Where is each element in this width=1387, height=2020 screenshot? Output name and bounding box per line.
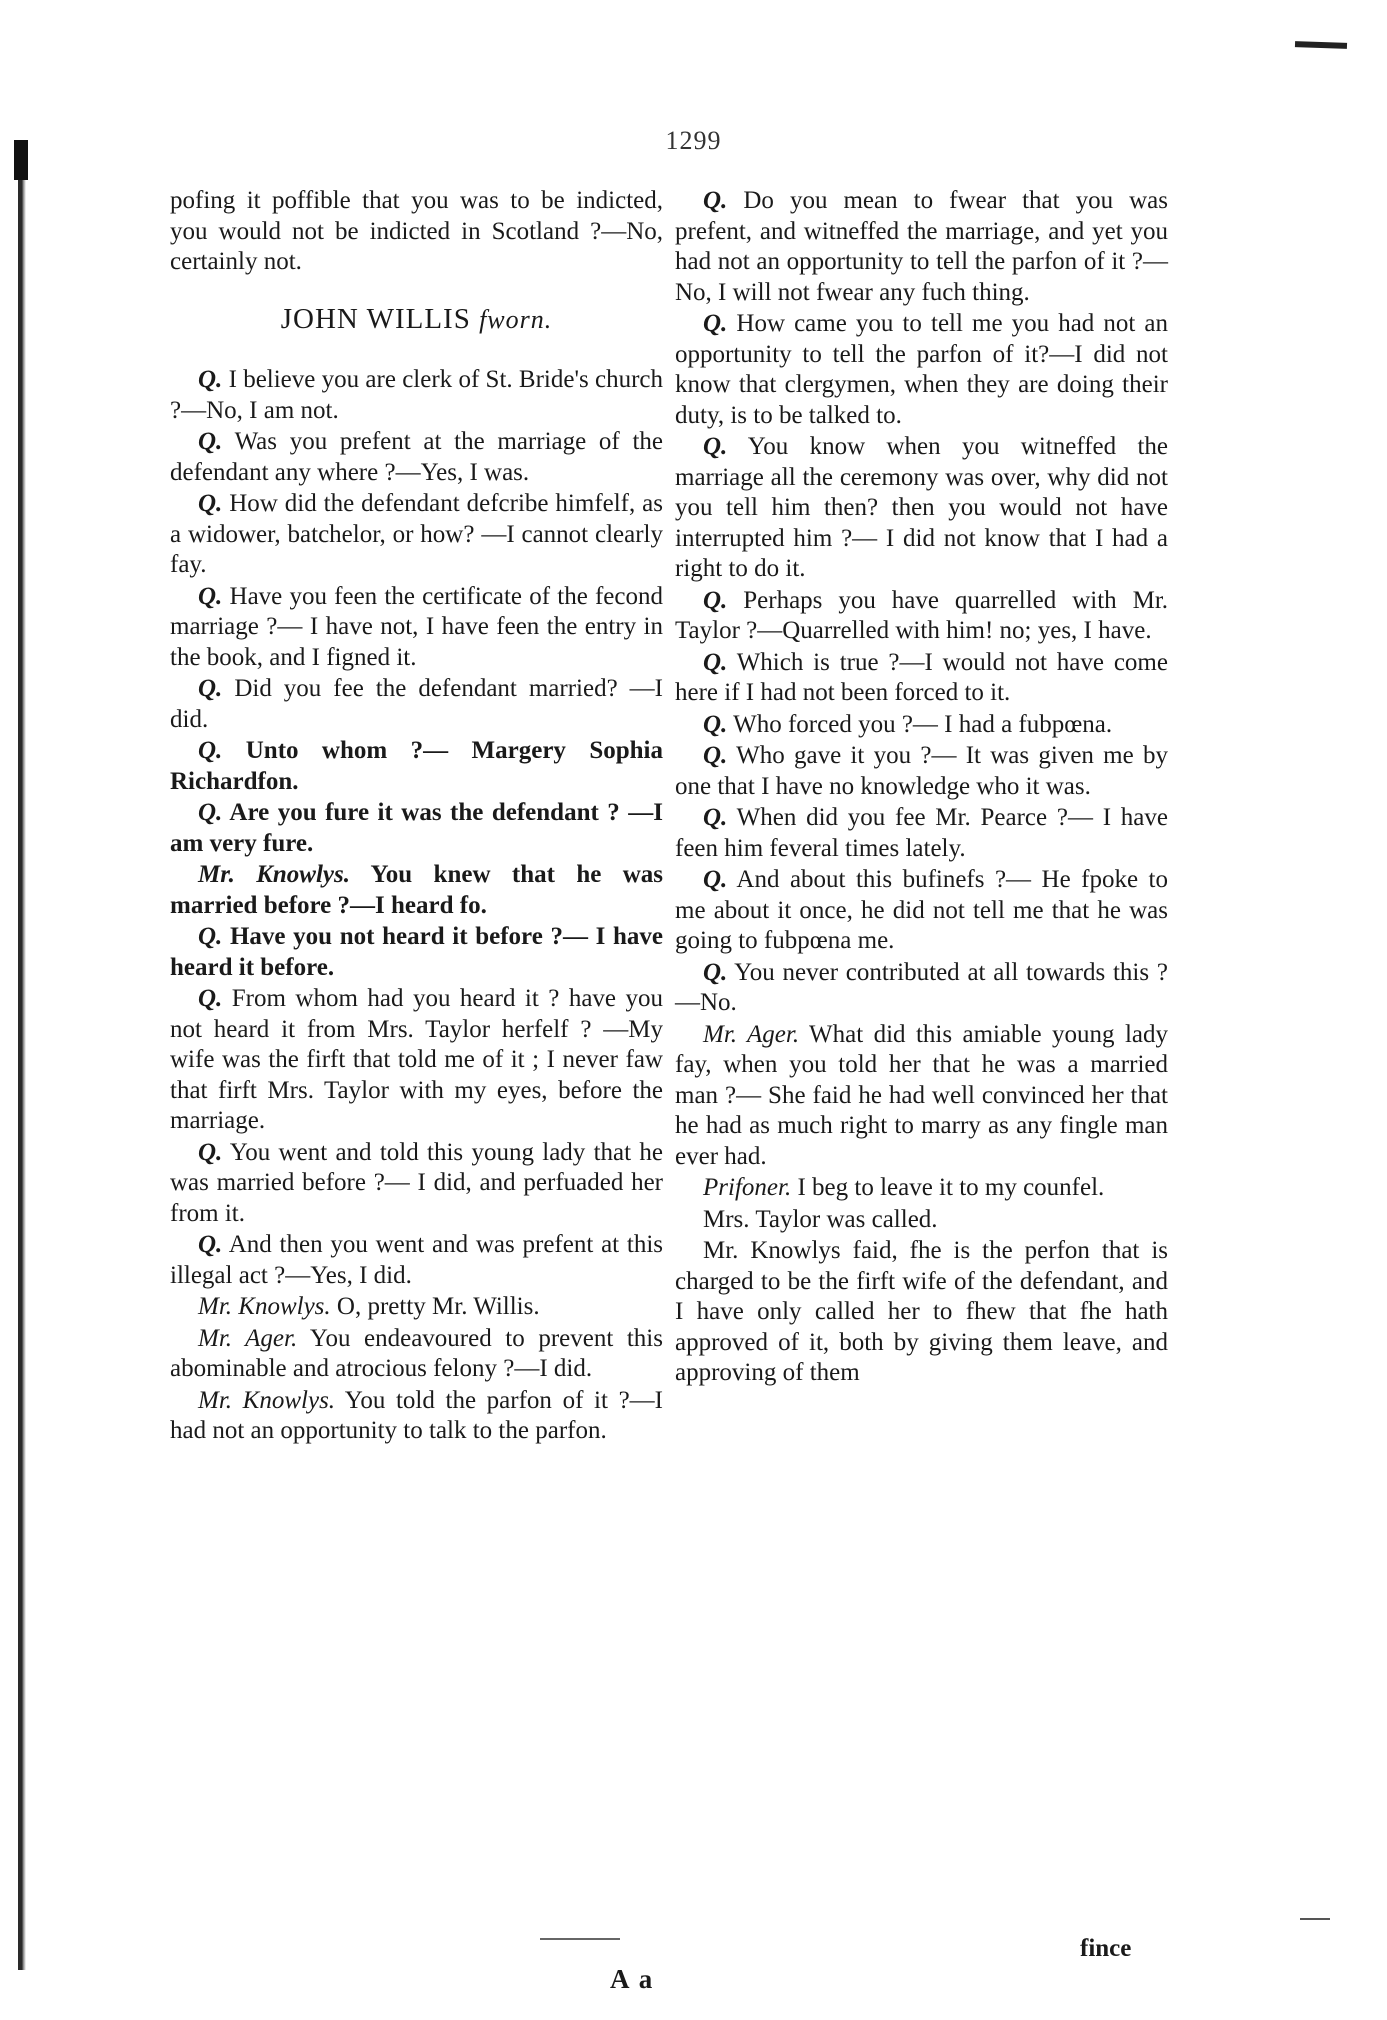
speaker-paragraph xyxy=(170,1292,663,1323)
paragraph-text: Was you prefent at the marriage of the defendant any where ?—Yes, I was. xyxy=(170,428,663,486)
sworn-label: fworn. xyxy=(479,304,553,334)
paragraph-text: Do you mean to fwear that you was prefent, and witneffed the marriage, and yet you had not an opportunity to tell the parfon of it ?— No, I will not fwear any fuch thing. xyxy=(675,187,1169,306)
question-marker: Q. xyxy=(703,187,728,214)
question-marker: Q. xyxy=(703,648,728,676)
question-paragraph xyxy=(675,309,1168,431)
paragraph-text: Have you not heard it before ?— I have heard it before. xyxy=(170,923,664,981)
question-paragraph xyxy=(675,865,1168,957)
paragraph-text: I believe you are clerk of St. Bride's church ?—No, I am not. xyxy=(170,366,663,424)
question-marker: Q. xyxy=(198,490,223,517)
catchword: fince xyxy=(1080,1935,1132,1962)
paragraph-text: Who forced you ?— I had a fubpœna. xyxy=(733,710,1113,738)
question-marker: Q. xyxy=(198,1231,223,1258)
paragraph-text: Did you fee the defendant married? —I did. xyxy=(170,675,664,733)
paragraph-text: Unto whom ?— Margery Sophia Richardfon. xyxy=(170,737,664,795)
paragraph-text: How came you to tell me you had not an opportunity to tell the parfon of it?—I did not know that clergymen, when they are doing their duty, is to be talked to. xyxy=(675,310,1168,429)
question-marker: Q. xyxy=(198,923,223,950)
signature-mark: A a xyxy=(610,1964,655,1994)
paragraph-text: O, pretty Mr. Willis. xyxy=(336,1293,540,1320)
speaker-paragraph xyxy=(675,1173,1168,1204)
question-paragraph xyxy=(170,984,663,1137)
paragraph-text: Mr. Knowlys faid, fhe is the perfon that is charged to be the firft wife of the defendant, and I have only called her to fhew that fhe hath approved of it, both by giving them leave, and approving of them xyxy=(675,1237,1168,1386)
question-marker: Q. xyxy=(703,866,728,893)
question-marker: Q. xyxy=(703,742,728,769)
paragraph-text: What did this amiable young lady fay, when you told her that he was a married man ?— She faid he had well convinced her that he had as much right to marry as any fingle man ever had. xyxy=(675,1020,1168,1170)
scan-binding-edge xyxy=(18,150,26,1970)
question-paragraph xyxy=(170,582,663,674)
speaker-name: Mr. Ager. xyxy=(703,1020,800,1048)
paragraph-text: Perhaps you have quarrelled with Mr. Taylor ?—Quarrelled with him! no; yes, I have. xyxy=(675,586,1169,644)
question-marker: Q. xyxy=(198,675,223,702)
paragraph-text: Who gave it you ?— It was given me by one that I have no knowledge who it was. xyxy=(675,742,1168,800)
question-marker: Q. xyxy=(703,310,728,337)
paragraph-text: You went and told this young lady that he was married before ?— I did, and perfuaded her from it. xyxy=(170,1138,663,1227)
paragraph-text: pofing it poffible that you was to be indicted, you would not be indicted in Scotland ?—No, certainly not. xyxy=(170,187,663,275)
question-paragraph xyxy=(675,186,1168,308)
paragraph-text: You knew that he was married before ?—I heard fo. xyxy=(170,861,664,919)
question-marker: Q. xyxy=(198,985,223,1012)
paragraph-text: You told the parfon of it ?—I had not an opportunity to talk to the parfon. xyxy=(170,1386,663,1444)
paragraph-text: Have you feen the certificate of the fecond marriage ?— I have not, I have feen the entry in the book, and I figned it. xyxy=(170,582,664,671)
witness-name: JOHN WILLIS xyxy=(280,302,471,335)
paragraph-text: When did you fee Mr. Pearce ?— I have feen him feveral times lately. xyxy=(675,804,1168,862)
speaker-name: Prifoner. xyxy=(703,1174,792,1201)
paragraph-text: You never contributed at all towards this ?—No. xyxy=(675,958,1168,1016)
question-paragraph xyxy=(170,1138,663,1230)
question-paragraph xyxy=(170,922,663,983)
speaker-paragraph xyxy=(170,1386,663,1447)
paragraph-text: You endeavoured to prevent this abominable and atrocious felony ?—I did. xyxy=(170,1324,663,1382)
paragraph-text: Are you fure it was the defendant ? —I am very fure. xyxy=(170,799,663,857)
question-paragraph xyxy=(675,648,1168,709)
speaker-name: Mr. Knowlys. xyxy=(198,861,350,888)
question-paragraph xyxy=(675,741,1168,802)
paragraph-text: I beg to leave it to my counfel. xyxy=(797,1174,1105,1201)
question-marker: Q. xyxy=(703,586,728,614)
speaker-paragraph xyxy=(675,1020,1168,1173)
paragraph-text: Mrs. Taylor was called. xyxy=(703,1205,938,1233)
divider xyxy=(1300,1918,1330,1920)
paragraph xyxy=(170,186,663,278)
question-marker: Q. xyxy=(703,958,728,986)
question-marker: Q. xyxy=(198,582,223,610)
page-number xyxy=(0,126,1387,156)
question-paragraph xyxy=(170,365,663,426)
question-paragraph xyxy=(675,432,1168,585)
question-paragraph xyxy=(675,710,1168,741)
question-paragraph xyxy=(170,1230,663,1291)
question-paragraph xyxy=(170,798,663,859)
paragraph-text: And then you went and was prefent at this illegal act ?—Yes, I did. xyxy=(170,1231,664,1289)
question-paragraph xyxy=(170,736,663,797)
scan-mark xyxy=(1295,41,1347,49)
question-marker: Q. xyxy=(198,366,223,393)
divider xyxy=(540,1938,620,1940)
paragraph-text: From whom had you heard it ? have you not heard it from Mrs. Taylor herfelf ? —My wife was the firft that told me of it ; I never faw that firft Mrs. Taylor with my eyes, before the marriage. xyxy=(170,985,663,1134)
speaker-paragraph xyxy=(170,1324,663,1385)
question-marker: Q. xyxy=(198,428,223,455)
question-marker: Q. xyxy=(703,804,728,831)
speaker-name: Mr. Knowlys. xyxy=(198,1293,331,1320)
question-marker: Q. xyxy=(198,799,223,826)
left-column xyxy=(170,186,663,1448)
question-paragraph xyxy=(170,427,663,488)
question-marker: Q. xyxy=(703,710,728,738)
right-column xyxy=(675,186,1168,1390)
paragraph xyxy=(675,1236,1168,1389)
question-paragraph xyxy=(170,674,663,735)
speaker-paragraph xyxy=(170,860,663,921)
question-paragraph xyxy=(170,489,663,581)
question-marker: Q. xyxy=(198,737,223,764)
paragraph-text: How did the defendant defcribe himfelf, as a widower, batchelor, or how? —I cannot clearly fay. xyxy=(170,490,664,578)
question-paragraph xyxy=(675,803,1168,864)
page-number-text: 1299 xyxy=(665,126,722,155)
speaker-name: Mr. Knowlys. xyxy=(198,1386,336,1414)
question-marker: Q. xyxy=(198,1138,223,1166)
speaker-name: Mr. Ager. xyxy=(198,1324,298,1352)
question-marker: Q. xyxy=(703,433,728,460)
question-paragraph xyxy=(675,586,1168,647)
paragraph xyxy=(675,1205,1168,1236)
paragraph-text: You know when you witneffed the marriage all the ceremony was over, why did not you tell him then? then you would not have interrupted him ?— I did not know that I had a right to do it. xyxy=(675,433,1168,582)
paragraph-text: And about this bufinefs ?— He fpoke to me about it once, he did not tell me that he was going to fubpœna me. xyxy=(675,866,1168,954)
paragraph-text: Which is true ?—I would not have come here if I had not been forced to it. xyxy=(675,648,1168,706)
question-paragraph xyxy=(675,958,1168,1019)
witness-heading xyxy=(170,304,663,336)
